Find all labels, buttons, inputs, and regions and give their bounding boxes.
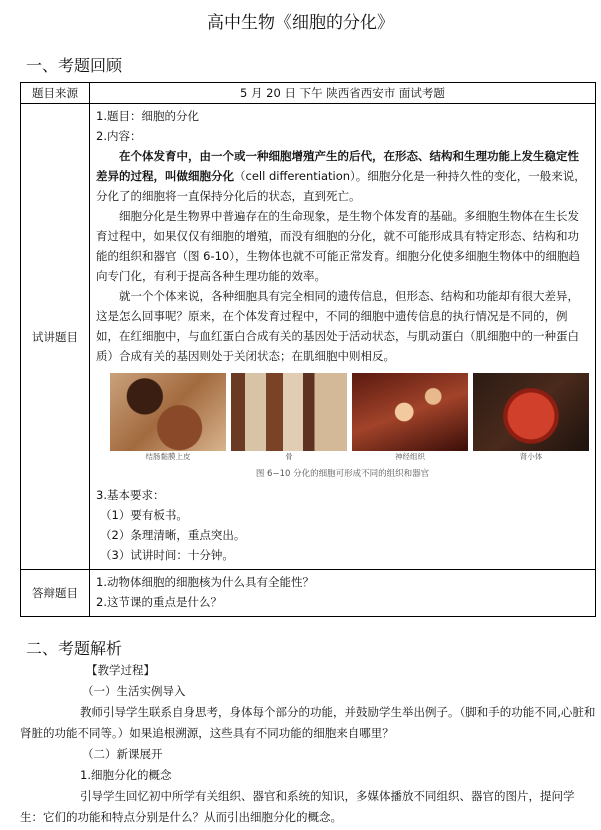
photo-renal-corpuscle xyxy=(473,373,589,451)
photo-caption: 神经组织 xyxy=(395,452,425,461)
photo-nerve-tissue xyxy=(352,373,468,451)
section-title-review: 一、考题回顾 xyxy=(26,56,123,75)
defense-content xyxy=(90,570,596,617)
item-paragraph: 引导学生回忆初中所学有关组织、器官和系统的知识，多媒体播放不同组织、器官的图片，提问学生：它们的功能和特点分别是什么？从而引出细胞分化的概念。 xyxy=(20,789,575,824)
question-table xyxy=(20,82,596,617)
defense-row xyxy=(21,570,596,617)
step-paragraph: 教师引导学生联系自身思考，身体每个部分的功能，并鼓励学生举出例子。（脚和手的功能不同,心脏和肾脏的功能不同等。）如果追根溯源，这些具有不同功能的细胞来自哪里？ xyxy=(20,705,596,740)
source-row xyxy=(21,83,596,104)
requirement-item: （3）试讲时间：十分钟。 xyxy=(100,548,234,562)
trial-label: 试讲题目 xyxy=(21,104,90,570)
section-title-analysis: 二、考题解析 xyxy=(26,639,123,658)
item-heading: 1.细胞分化的概念 xyxy=(80,768,172,782)
photo-captions xyxy=(110,451,589,462)
source-value: 5 月 20 日 下午 陕西省西安市 面试考题 xyxy=(90,83,596,104)
content-label: 2.内容： xyxy=(96,129,142,143)
document-title: 高中生物《细胞的分化》 xyxy=(207,13,394,33)
photo-caption: 肾小体 xyxy=(519,452,543,461)
defense-question: 1.动物体细胞的细胞核为什么具有全能性？ xyxy=(96,575,314,589)
trial-content xyxy=(90,104,596,570)
trial-row xyxy=(21,104,596,570)
analysis-body xyxy=(20,660,596,828)
requirement-item: （2）条理清晰，重点突出。 xyxy=(100,528,246,542)
photo-caption: 结肠黏膜上皮 xyxy=(145,452,191,461)
requirements-title: 3.基本要求： xyxy=(96,488,165,502)
topic-line: 1.题目：细胞的分化 xyxy=(96,109,199,123)
step-heading: （一）生活实例导入 xyxy=(82,684,186,698)
definition-rest: （cell differentiation）。细胞分化是一种持久性的变化，一般来说，分化了的细胞将一直保持分化后的状态，直到死亡。 xyxy=(96,169,586,203)
photo-caption: 骨 xyxy=(285,452,293,461)
requirement-item: （1）要有板书。 xyxy=(100,508,188,522)
paragraph-1 xyxy=(96,146,589,206)
teaching-process-heading: 【教学过程】 xyxy=(86,663,155,677)
source-label: 题目来源 xyxy=(21,83,90,104)
photo-colon-epithelium xyxy=(110,373,226,451)
definition-bold: 在个体发育中，由一个或一种细胞增殖产生的后代，在形态、结构和生理功能上发生稳定性差异的过程，叫做细胞分化 xyxy=(96,149,579,183)
figure-photos xyxy=(110,373,589,451)
paragraph-2: 细胞分化是生物界中普遍存在的生命现象，是生物个体发育的基础。多细胞生物体在生长发育过程中，如果仅仅有细胞的增殖，而没有细胞的分化，就不可能形成具有特定形态、结构和功能的组织和器官（图 6-10），生物体也就不可能正常发育。细胞分化使多细胞生物体中的细胞趋向专门化，有利于提高各种生理功能的效率。 xyxy=(96,209,581,283)
defense-label: 答辩题目 xyxy=(21,570,90,617)
paragraph-3: 就一个个体来说，各种细胞具有完全相同的遗传信息，但形态、结构和功能却有很大差异，这是怎么回事呢？原来，在个体发育过程中，不同的细胞中遗传信息的执行情况是不同的，例如，在红细胞中，与血红蛋白合成有关的基因处于活动状态，与肌动蛋白（肌细胞中的一种蛋白质）合成有关的基因则处于关闭状态；在肌细胞中则相反。 xyxy=(96,289,579,363)
step-heading: （二）新课展开 xyxy=(82,747,163,761)
photo-bone xyxy=(231,373,347,451)
defense-question: 2.这节课的重点是什么？ xyxy=(96,595,222,609)
figure-caption: 图 6−10 分化的细胞可形成不同的组织和器官 xyxy=(255,469,430,479)
